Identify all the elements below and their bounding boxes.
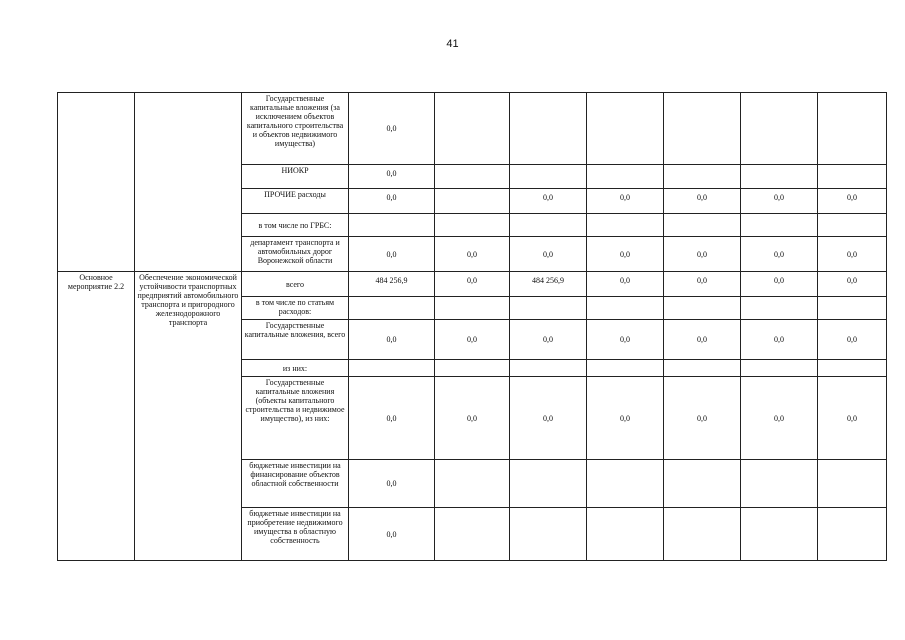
value-cell <box>818 165 887 189</box>
value-cell: 0,0 <box>349 93 435 165</box>
value-cell <box>664 360 741 377</box>
value-cell <box>664 93 741 165</box>
value-cell: 0,0 <box>741 320 818 360</box>
value-cell <box>510 214 587 237</box>
row-label: Государственные капитальные вложения (объекты капитального строительства и недвижимое имущество), из них: <box>242 377 349 460</box>
value-cell <box>349 214 435 237</box>
value-cell <box>435 189 510 214</box>
value-cell: 0,0 <box>741 189 818 214</box>
value-cell: 0,0 <box>818 189 887 214</box>
value-cell <box>435 508 510 561</box>
value-cell: 0,0 <box>741 237 818 272</box>
row-label: ПРОЧИЕ расходы <box>242 189 349 214</box>
value-cell: 0,0 <box>664 320 741 360</box>
value-cell <box>587 460 664 508</box>
row-label: из них: <box>242 360 349 377</box>
value-cell: 0,0 <box>349 189 435 214</box>
value-cell <box>349 360 435 377</box>
value-cell: 0,0 <box>587 189 664 214</box>
value-cell <box>510 297 587 320</box>
value-cell <box>741 360 818 377</box>
value-cell <box>510 165 587 189</box>
value-cell <box>818 460 887 508</box>
value-cell <box>664 165 741 189</box>
table-row <box>58 93 887 165</box>
value-cell <box>587 297 664 320</box>
value-cell <box>510 93 587 165</box>
value-cell <box>818 214 887 237</box>
value-cell: 0,0 <box>741 377 818 460</box>
measure-code: Основное мероприятие 2.2 <box>58 272 135 561</box>
value-cell <box>587 165 664 189</box>
value-cell <box>587 214 664 237</box>
value-cell: 0,0 <box>741 272 818 297</box>
value-cell <box>510 508 587 561</box>
measure-title: Обеспечение экономической устойчивости транспортных предприятий автомобильного транспорта и пригородного железнодорожного транспорта <box>135 272 242 561</box>
value-cell: 0,0 <box>349 320 435 360</box>
value-cell: 0,0 <box>510 189 587 214</box>
row-label: департамент транспорта и автомобильных дорог Воронежской области <box>242 237 349 272</box>
value-cell <box>435 297 510 320</box>
value-cell <box>741 93 818 165</box>
value-cell <box>435 460 510 508</box>
row-label: Государственные капитальные вложения, всего <box>242 320 349 360</box>
row-label: бюджетные инвестиции на приобретение недвижимого имущества в областную собственность <box>242 508 349 561</box>
value-cell: 0,0 <box>664 272 741 297</box>
value-cell: 0,0 <box>349 508 435 561</box>
value-cell <box>818 360 887 377</box>
value-cell: 0,0 <box>818 320 887 360</box>
value-cell: 0,0 <box>510 377 587 460</box>
value-cell: 0,0 <box>587 320 664 360</box>
value-cell <box>818 93 887 165</box>
row-label: в том числе по ГРБС: <box>242 214 349 237</box>
value-cell: 0,0 <box>435 320 510 360</box>
value-cell: 0,0 <box>818 272 887 297</box>
value-cell <box>741 214 818 237</box>
value-cell <box>587 508 664 561</box>
value-cell: 0,0 <box>664 189 741 214</box>
budget-table <box>57 92 887 561</box>
empty-cell-code <box>58 93 135 272</box>
value-cell <box>510 360 587 377</box>
value-cell <box>587 93 664 165</box>
value-cell <box>587 360 664 377</box>
value-cell: 0,0 <box>435 237 510 272</box>
value-cell: 0,0 <box>435 272 510 297</box>
value-cell: 0,0 <box>510 320 587 360</box>
value-cell: 0,0 <box>435 377 510 460</box>
value-cell: 0,0 <box>818 377 887 460</box>
value-cell <box>664 297 741 320</box>
value-cell <box>664 508 741 561</box>
table-row <box>58 272 887 297</box>
value-cell: 0,0 <box>587 272 664 297</box>
value-cell: 0,0 <box>349 237 435 272</box>
value-cell: 0,0 <box>587 237 664 272</box>
value-cell <box>818 508 887 561</box>
value-cell: 0,0 <box>587 377 664 460</box>
row-label: Государственные капитальные вложения (за исключением объектов капитального строительства и объектов недвижимого имущества) <box>242 93 349 165</box>
value-cell: 0,0 <box>510 237 587 272</box>
value-cell: 0,0 <box>664 377 741 460</box>
row-label: всего <box>242 272 349 297</box>
value-cell: 0,0 <box>664 237 741 272</box>
value-cell <box>510 460 587 508</box>
row-label: НИОКР <box>242 165 349 189</box>
value-cell <box>741 297 818 320</box>
value-cell <box>818 297 887 320</box>
value-cell <box>435 360 510 377</box>
value-cell <box>435 165 510 189</box>
value-cell: 484 256,9 <box>349 272 435 297</box>
value-cell <box>741 165 818 189</box>
value-cell: 0,0 <box>349 377 435 460</box>
value-cell <box>664 460 741 508</box>
row-label: бюджетные инвестиции на финансирование объектов областной собственности <box>242 460 349 508</box>
value-cell <box>741 508 818 561</box>
value-cell <box>435 93 510 165</box>
value-cell: 484 256,9 <box>510 272 587 297</box>
value-cell <box>435 214 510 237</box>
value-cell <box>741 460 818 508</box>
value-cell: 0,0 <box>818 237 887 272</box>
value-cell <box>349 297 435 320</box>
value-cell: 0,0 <box>349 165 435 189</box>
value-cell: 0,0 <box>349 460 435 508</box>
empty-cell-title <box>135 93 242 272</box>
page-number: 41 <box>446 38 459 50</box>
row-label: в том числе по статьям расходов: <box>242 297 349 320</box>
value-cell <box>664 214 741 237</box>
